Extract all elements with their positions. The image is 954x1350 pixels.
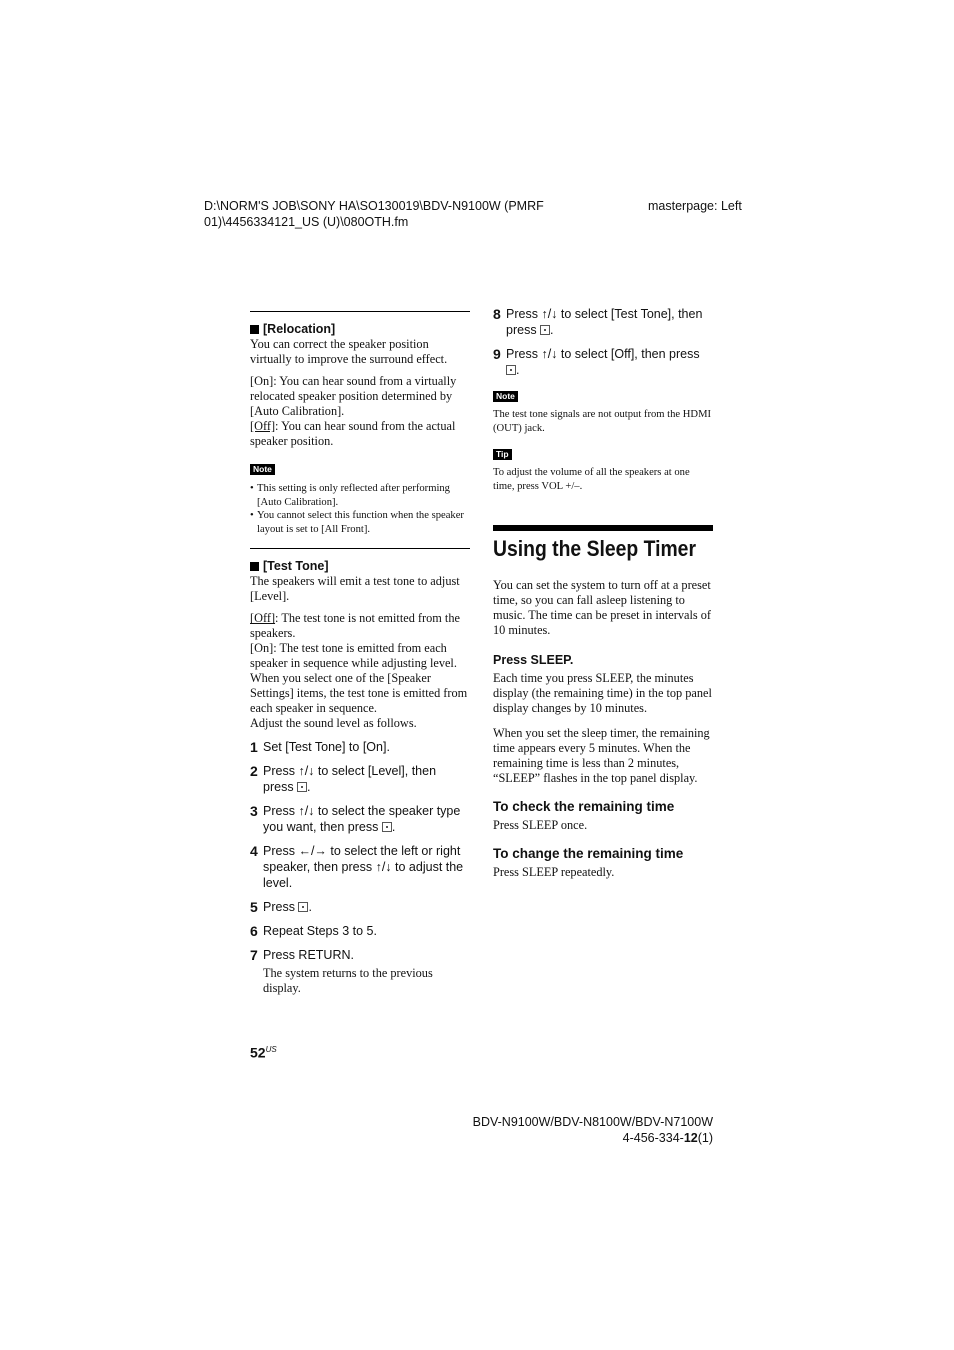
step-9: 9 Press ↑/↓ to select [Off], then press . (493, 346, 700, 377)
press-sleep-heading: Press SLEEP. (493, 653, 574, 668)
enter-key-icon (506, 365, 516, 375)
step-2: 2 Press ↑/↓ to select [Level], then press . (250, 763, 437, 795)
step-1: 1 Set [Test Tone] to [On]. (250, 739, 390, 756)
note-badge: Note (250, 464, 275, 475)
step-7-result: The system returns to the previous display. (263, 966, 433, 996)
tip-block (493, 446, 713, 493)
step-7: 7 Press RETURN. (250, 947, 354, 964)
enter-key-icon (382, 822, 392, 832)
footer-models (453, 1114, 713, 1146)
note-item: • This setting is only reflected after performing [Auto Calibration]. (250, 483, 450, 508)
step-4: 4 Press ←/→ to select the left or right speaker, then press ↑/↓ to adjust the level. (250, 843, 464, 891)
note-text: The test tone signals are not output from the HDMI (OUT) jack. (493, 409, 712, 434)
test-tone-off-text: [Off]: The test tone is not emitted from the speakers. (250, 611, 460, 641)
enter-key-icon (297, 782, 307, 792)
section-rule (250, 311, 470, 312)
step-3: 3 Press ↑/↓ to select the speaker type you want, then press . (250, 803, 461, 835)
page-number: $52^{US}$ (250, 1044, 277, 1061)
up-down-arrow-icon: ↑/↓ (541, 307, 558, 321)
change-heading: To change the remaining time (493, 846, 684, 862)
section-rule (250, 548, 470, 549)
model-list: BDV-N9100W/BDV-N8100W/BDV-N7100W (472, 1115, 713, 1129)
enter-key-icon (540, 325, 550, 335)
test-tone-intro: The speakers will emit a test tone to adjust [Level]. (250, 574, 460, 604)
section-title: Using the Sleep Timer (493, 536, 696, 562)
square-bullet-icon (250, 325, 259, 334)
relocation-intro: You can correct the speaker position virtually to improve the surround effect. (250, 337, 448, 366)
square-bullet-icon (250, 562, 259, 571)
up-down-arrow-icon: ↑/↓ (541, 347, 558, 361)
relocation-note (250, 461, 470, 536)
up-down-arrow-icon: ↑/↓ (298, 764, 315, 779)
note-item: • You cannot select this function when the speaker layout is set to [All Front]. (250, 510, 464, 535)
change-text: Press SLEEP repeatedly. (493, 865, 615, 880)
file-path-line1: D:\NORM'S JOB\SONY HA\SO130019\BDV-N9100W (PMRF (204, 199, 544, 213)
relocation-on-text: [On]: You can hear sound from a virtually relocated speaker position determined by [Auto Calibration]. (250, 374, 457, 418)
up-down-arrow-icon: ↑/↓ (375, 860, 392, 875)
note-badge: Note (493, 391, 518, 402)
sleep-intro: You can set the system to turn off at a preset time, so you can fall asleep listening to music. The time can be preset in intervals of 10 minutes. (493, 578, 711, 638)
sleep-para-1: Each time you press SLEEP, the minutes display (the remaining time) in the top panel display changes by 10 minutes. (493, 671, 712, 716)
masterpage-label: masterpage: Left (648, 199, 742, 213)
test-tone-on-text: [On]: The test tone is emitted from each speaker in sequence while adjusting level. When you select one of the [Speaker Settings] items, the test tone is emitted from each speaker in sequence. (250, 641, 468, 716)
left-column (250, 311, 470, 996)
test-tone-heading: [Test Tone] (250, 558, 470, 574)
left-right-arrow-icon: ←/→ (298, 844, 327, 859)
enter-key-icon (298, 902, 308, 912)
relocation-heading: [Relocation] (250, 321, 470, 337)
right-column (493, 306, 713, 880)
test-tone-adjust: Adjust the sound level as follows. (250, 716, 417, 731)
step-6: 6 Repeat Steps 3 to 5. (250, 923, 377, 940)
document-code: 4-456-334-12(1) (622, 1131, 713, 1145)
check-heading: To check the remaining time (493, 799, 675, 815)
check-text: Press SLEEP once. (493, 818, 588, 833)
tip-text: To adjust the volume of all the speakers at one time, press VOL +/–. (493, 467, 690, 492)
relocation-off-text: [Off]: You can hear sound from the actual speaker position. (250, 419, 456, 448)
tip-badge: Tip (493, 449, 512, 460)
note-block (493, 388, 713, 435)
step-8: 8 Press ↑/↓ to select [Test Tone], then press . (493, 306, 703, 337)
sleep-para-2: When you set the sleep timer, the remaining time appears every 5 minutes. When the remaining time is less than 2 minutes, “SLEEP” flashes in the top panel display. (493, 726, 710, 786)
file-path-header (204, 198, 544, 230)
section-title-bar (493, 525, 713, 531)
up-down-arrow-icon: ↑/↓ (298, 804, 315, 819)
step-5: 5 Press . (250, 899, 312, 916)
file-path-line2: 01)\4456334121_US (U)\080OTH.fm (204, 215, 409, 229)
